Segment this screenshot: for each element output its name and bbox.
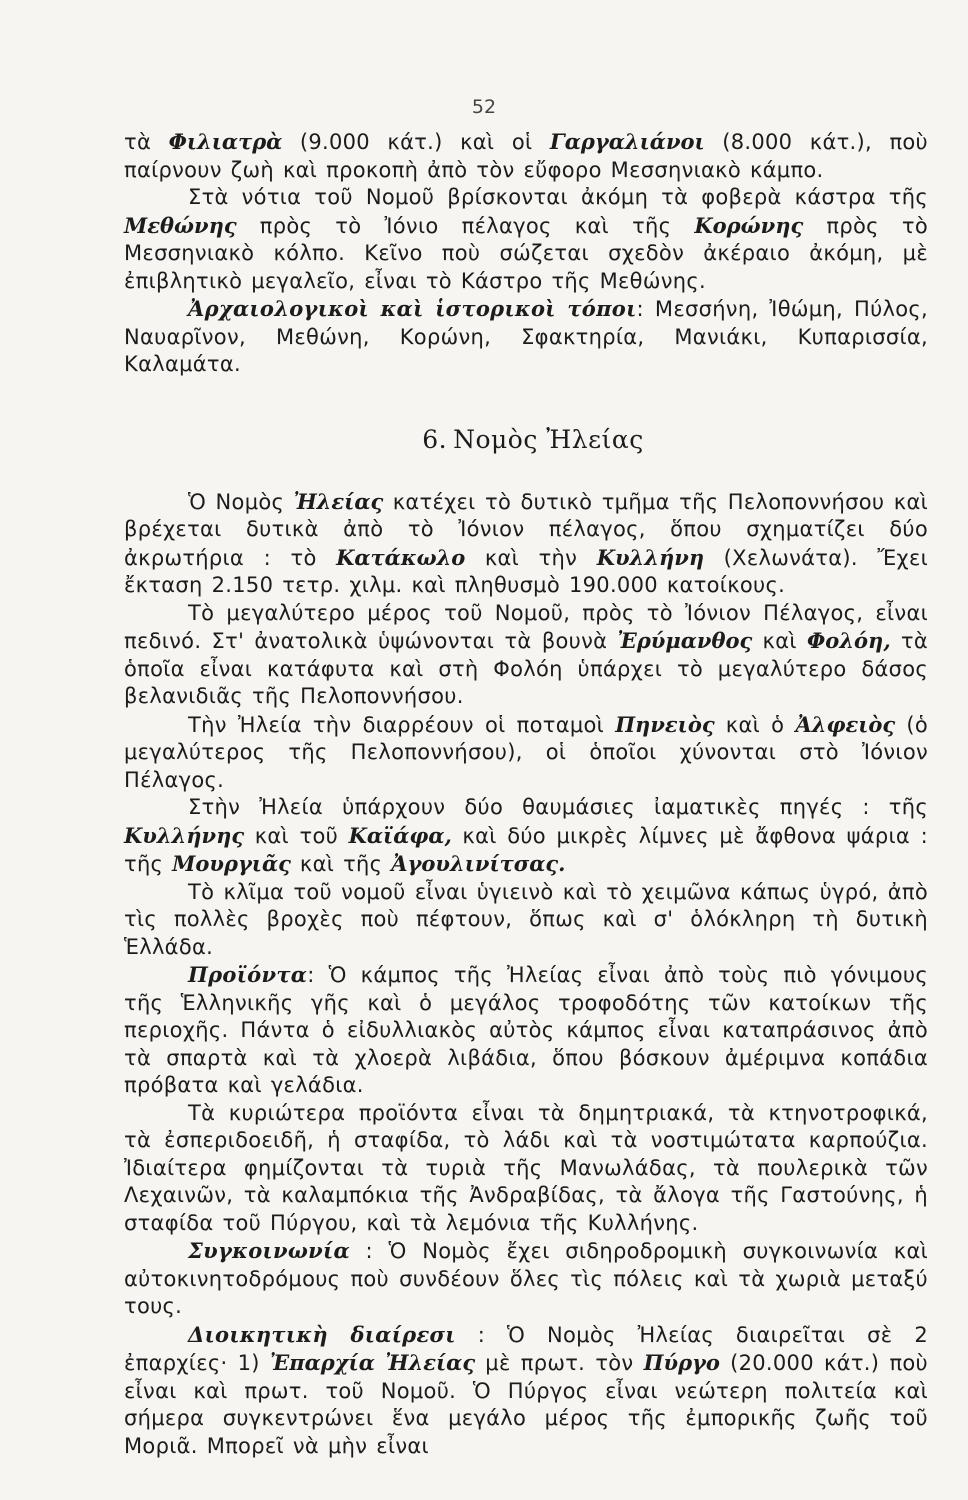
place-kaiafas: Καϊάφα, xyxy=(348,822,452,848)
place-koroni: Κορώνης xyxy=(694,212,804,238)
paragraph-administration: Διοικητικὴ διαίρεσι : Ὁ Νομὸς Ἠλείας διαιρεῖται σὲ 2 ἐπαρχίες· 1) Ἐπαρχία Ἠλείας μὲ πρωτ. τὸν Πύργο (20.000 κάτ.) ποὺ εἶναι καὶ πρωτ. τοῦ Νομοῦ. Ὁ Πύργος εἶναι νεώτερη πολιτεία καὶ σήμερα συγκεντρώνει ἕνα μεγάλο μέρος τῆς ἐμπορικῆς ζωῆς τοῦ Μοριᾶ. Μπορεῖ νὰ μὴν εἶναι xyxy=(124,1321,928,1458)
place-kyllini-spring: Κυλλήνης xyxy=(124,822,245,848)
place-agoulinitsas: Ἀγουλινίτσας. xyxy=(391,851,566,876)
subheading-administration: Διοικητικὴ διαίρεσι xyxy=(188,1321,456,1347)
place-eparchia-ilias: Ἐπαρχία Ἠλείας xyxy=(269,1350,476,1375)
place-foloi: Φολόη, xyxy=(807,628,891,653)
paragraph-rivers: Τὴν Ἠλεία τὴν διαρρέουν οἱ ποταμοὶ Πηνειὸς καὶ ὁ Ἀλφειὸς (ὁ μεγαλύτερος τῆς Πελοποννήσου), οἱ ὁποῖοι χύνονται στὸ Ἰόνιον Πέλαγος. xyxy=(124,711,928,792)
paragraph-castles: Στὰ νότια τοῦ Νομοῦ βρίσκονται ἀκόμη τὰ φοβερὰ κάστρα τῆς Μεθώνης πρὸς τὸ Ἰόνιο πέλαγος καὶ τῆς Κορώνης πρὸς τὸ Μεσσηνιακὸ κόλπο. Κεῖνο ποὺ σώζεται σχεδὸν ἀκέραιο ἀκόμη, μὲ ἐπιβλητικὸ μεγαλεῖο, εἶναι τὸ Κάστρο τῆς Μεθώνης. xyxy=(124,185,928,293)
subheading-archaeological-sites: Ἀρχαιολογικοὶ καὶ ἱστορικοὶ τόποι xyxy=(188,296,637,321)
place-alfeios: Ἀλφειὸς xyxy=(795,711,896,737)
paragraph-archaeological-sites: Ἀρχαιολογικοὶ καὶ ἱστορικοὶ τόποι: Μεσσήνη, Ἰθώμη, Πύλος, Ναυαρῖνον, Μεθώνη, Κορώνη, Σφακτηρία, Μανιάκι, Κυπαρισσία, Καλαμάτα. xyxy=(124,296,928,376)
place-filiatra: Φιλιατρὰ xyxy=(168,129,283,154)
place-ilia: Ἠλείας xyxy=(293,488,384,514)
subheading-products: Προϊόντα xyxy=(188,962,308,987)
place-methoni: Μεθώνης xyxy=(124,212,237,238)
place-gargalianoi: Γαργαλιάνοι xyxy=(549,129,705,154)
paragraph-main-products: Τὰ κυριώτερα προϊόντα εἶναι τὰ δημητριακά, τὰ κτηνοτροφικά, τὰ ἐσπεριδοειδῆ, ἡ σταφίδα, τὸ λάδι καὶ τὰ νοστιμώτατα καρπούζια. Ἰδιαίτερα φημίζονται τὰ τυριὰ τῆς Μανωλάδας, τὰ πουλερικὰ τῶν Λεχαινῶν, τὰ καλαμπόκια τῆς Ἀνδραβίδας, τὰ ἄλογα τῆς Γαστούνης, ἡ σταφίδα τοῦ Πύργου, καὶ τὰ λεμόνια τῆς Κυλλήνης. xyxy=(124,1100,928,1235)
paragraph-transport: Συγκοινωνία : Ὁ Νομὸς ἔχει σιδηροδρομικὴ συγκοινωνία καὶ αὐτοκινητοδρόμους ποὺ συνδέουν ὅλες τὶς πόλεις καὶ τὰ χωριὰ μεταξύ τους. xyxy=(124,1238,928,1318)
paragraph-products: Προϊόντα: Ὁ κάμπος τῆς Ἠλείας εἶναι ἀπὸ τοὺς πιὸ γόνιμους τῆς Ἑλληνικῆς γῆς καὶ ὁ μεγάλος τροφοδότης τῶν κατοίκων τῆς περιοχῆς. Πάντα ὁ εἰδυλλιακὸς αὐτὸς κάμπος εἶναι καταπράσινος ἀπὸ τὰ σπαρτὰ καὶ τὰ χλοερὰ λιβάδια, ὅπου βόσκουν ἀμέριμνα κοπάδια πρόβατα καὶ γελάδια. xyxy=(124,962,928,1097)
paragraph-springs-lakes: Στὴν Ἠλεία ὑπάρχουν δύο θαυμάσιες ἰαματικὲς πηγές : τῆς Κυλλήνης καὶ τοῦ Καϊάφα, καὶ δύο μικρὲς λίμνες μὲ ἄφθονα ψάρια : τῆς Μουργιᾶς καὶ τῆς Ἀγουλινίτσας. xyxy=(124,795,928,876)
section-title: Νομὸς Ἠλείας xyxy=(453,424,644,454)
place-pyrgos: Πύργο xyxy=(643,1350,720,1375)
section-heading xyxy=(124,425,928,454)
subheading-transport: Συγκοινωνία xyxy=(188,1238,350,1263)
place-mourgias: Μουργιᾶς xyxy=(172,851,291,876)
place-kyllini: Κυλλήνη xyxy=(596,544,705,570)
page-number: 52 xyxy=(471,96,497,118)
paragraph-filiatra: τὰ Φιλιατρὰ (9.000 κάτ.) καὶ οἱ Γαργαλιάνοι (8.000 κάτ.), ποὺ παίρνουν ζωὴ καὶ προκοπὴ ἀπὸ τὸν εὔφορο Μεσσηνιακὸ κάμπο. xyxy=(124,129,929,182)
place-katakolo: Κατάκωλο xyxy=(336,544,466,570)
section-number: 6. xyxy=(422,424,448,454)
paragraph-terrain: Τὸ μεγαλύτερο μέρος τοῦ Νομοῦ, πρὸς τὸ Ἰόνιον Πέλαγος, εἶναι πεδινό. Στ' ἀνατολικὰ ὑψώνονται τὰ βουνὰ Ἐρύμανθος καὶ Φολόη, τὰ ὁποῖα εἶναι κατάφυτα καὶ στὴ Φολόη ὑπάρχει τὸ μεγαλύτερο δάσος βελανιδιᾶς τῆς Πελοποννήσου. xyxy=(124,600,928,708)
paragraph-climate: Τὸ κλῖμα τοῦ νομοῦ εἶναι ὑγιεινὸ καὶ τὸ χειμῶνα κάπως ὑγρό, ἀπὸ τὶς πολλὲς βροχὲς ποὺ πέφτουν, ὅπως καὶ σ' ὁλόκληρη τὴ δυτικὴ Ἑλλάδα. xyxy=(124,879,928,959)
place-pineios: Πηνειὸς xyxy=(615,711,715,737)
place-erymanthos: Ἐρύμανθος xyxy=(617,628,753,653)
paragraph-ilia-intro: Ὁ Νομὸς Ἠλείας κατέχει τὸ δυτικὸ τμῆμα τῆς Πελοποννήσου καὶ βρέχεται δυτικὰ ἀπὸ τὸ Ἰόνιον πέλαγος, ὅπου σχηματίζει δύο ἀκρωτήρια : τὸ Κατάκωλο καὶ τὴν Κυλλήνη (Χελωνάτα). Ἔχει ἔκταση 2.150 τετρ. χιλμ. καὶ πληθυσμὸ 190.000 κατοίκους. xyxy=(124,488,929,597)
